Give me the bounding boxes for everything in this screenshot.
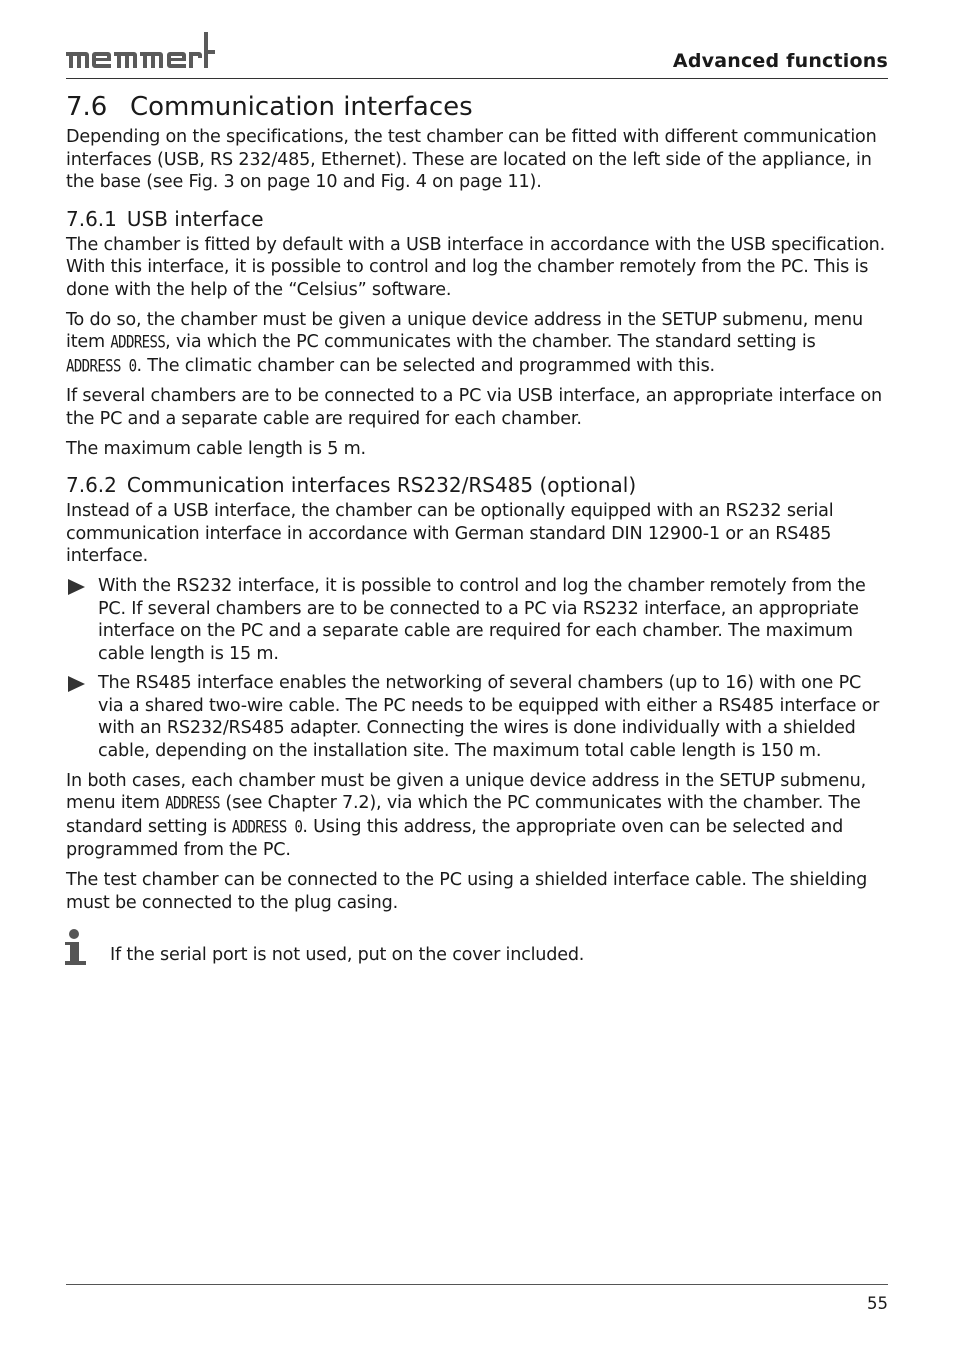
usb-paragraph-2 — [66, 309, 888, 379]
subsection-title: Communication interfaces RS232/RS485 (optional) — [126, 473, 637, 498]
page-number: 55 — [867, 1294, 888, 1313]
memmert-logo — [64, 30, 216, 72]
lcd-menu-item: ADDRESS — [165, 794, 221, 814]
list-item — [66, 672, 888, 762]
rs-bullet-list — [66, 575, 888, 763]
text-run: In both cases, each chamber must be given a unique device address in the SETUP submenu, menu item — [66, 770, 866, 814]
arrow-bullet-icon — [68, 579, 85, 595]
rs-paragraph-3: The test chamber can be connected to the PC using a shielded interface cable. The shielding must be connected to the plug casing. — [66, 870, 868, 913]
chapter-title: Advanced functions — [672, 50, 888, 72]
section-number: 7.6 — [66, 92, 108, 122]
section-title: Communication interfaces — [130, 92, 473, 122]
subsection-number: 7.6.2 — [66, 473, 117, 498]
subsection-heading-rs — [66, 472, 888, 498]
text-run: . Using this address, the appropriate oven can be selected and programmed from the PC. — [66, 816, 844, 861]
info-note — [66, 928, 888, 968]
lcd-menu-item: ADDRESS 0 — [66, 357, 137, 377]
subsection-number: 7.6.1 — [66, 206, 117, 231]
section-heading — [66, 90, 888, 124]
footer-divider — [66, 1284, 888, 1285]
rs-paragraph-1: Instead of a USB interface, the chamber can be optionally equipped with an RS232 serial communication interface in accordance with German standard DIN 12900-1 or an RS485 interface. — [66, 501, 834, 567]
arrow-bullet-icon — [68, 676, 85, 692]
info-icon — [64, 928, 88, 966]
list-item-text: The RS485 interface enables the networking of several chambers (up to 16) with one PC via a shared two-wire cable. The PC needs to be equipped with either a RS485 interface or with an RS232/RS485 adapter. Connecting the wires is done individually with a shielded cable, depending on the installation site. The maximum total cable length is 150 m. — [98, 673, 880, 762]
list-item — [66, 575, 888, 665]
logo-text: memmert — [64, 71, 69, 72]
subsection-title: USB interface — [126, 206, 264, 231]
text-run: (see Chapter 7.2), via which the PC communicates with the chamber. The standard setting is — [66, 793, 861, 837]
header-divider — [66, 78, 888, 79]
lcd-menu-item: ADDRESS 0 — [231, 818, 303, 838]
text-run: To do so, the chamber must be given a unique device address in the SETUP submenu, menu item — [66, 309, 863, 353]
rs-paragraph-2 — [66, 770, 888, 862]
section-intro: Depending on the specifications, the test chamber can be fitted with different communication interfaces (USB, RS 232/485, Ethernet). These are located on the left side of the appliance, in the base (see Fig. 3 on page 10 and Fig. 4 on page 11). — [66, 127, 877, 193]
lcd-menu-item: ADDRESS — [110, 333, 166, 353]
text-run: , via which the PC communicates with the chamber. The standard setting is — [165, 332, 816, 353]
usb-paragraph-3: If several chambers are to be connected to a PC via USB interface, an appropriate interface on the PC and a separate cable are required for each chamber. — [66, 386, 882, 429]
subsection-heading-usb — [66, 206, 888, 232]
list-item-text: With the RS232 interface, it is possible to control and log the chamber remotely from the PC. If several chambers are to be connected to a PC via RS232 interface, an appropriate interface on the PC and a separate cable are required for each chamber. The maximum cable length is 15 m. — [98, 575, 866, 664]
usb-paragraph-1: The chamber is fitted by default with a USB interface in accordance with the USB specification. With this interface, it is possible to control and log the chamber remotely from the PC. This is done with the help of the “Celsius” software. — [66, 234, 885, 300]
page-content — [66, 90, 888, 968]
text-run: . The climatic chamber can be selected and programmed with this. — [136, 355, 715, 376]
usb-paragraph-4: The maximum cable length is 5 m. — [66, 438, 366, 459]
info-note-text: If the serial port is not used, put on the cover included. — [110, 945, 585, 966]
